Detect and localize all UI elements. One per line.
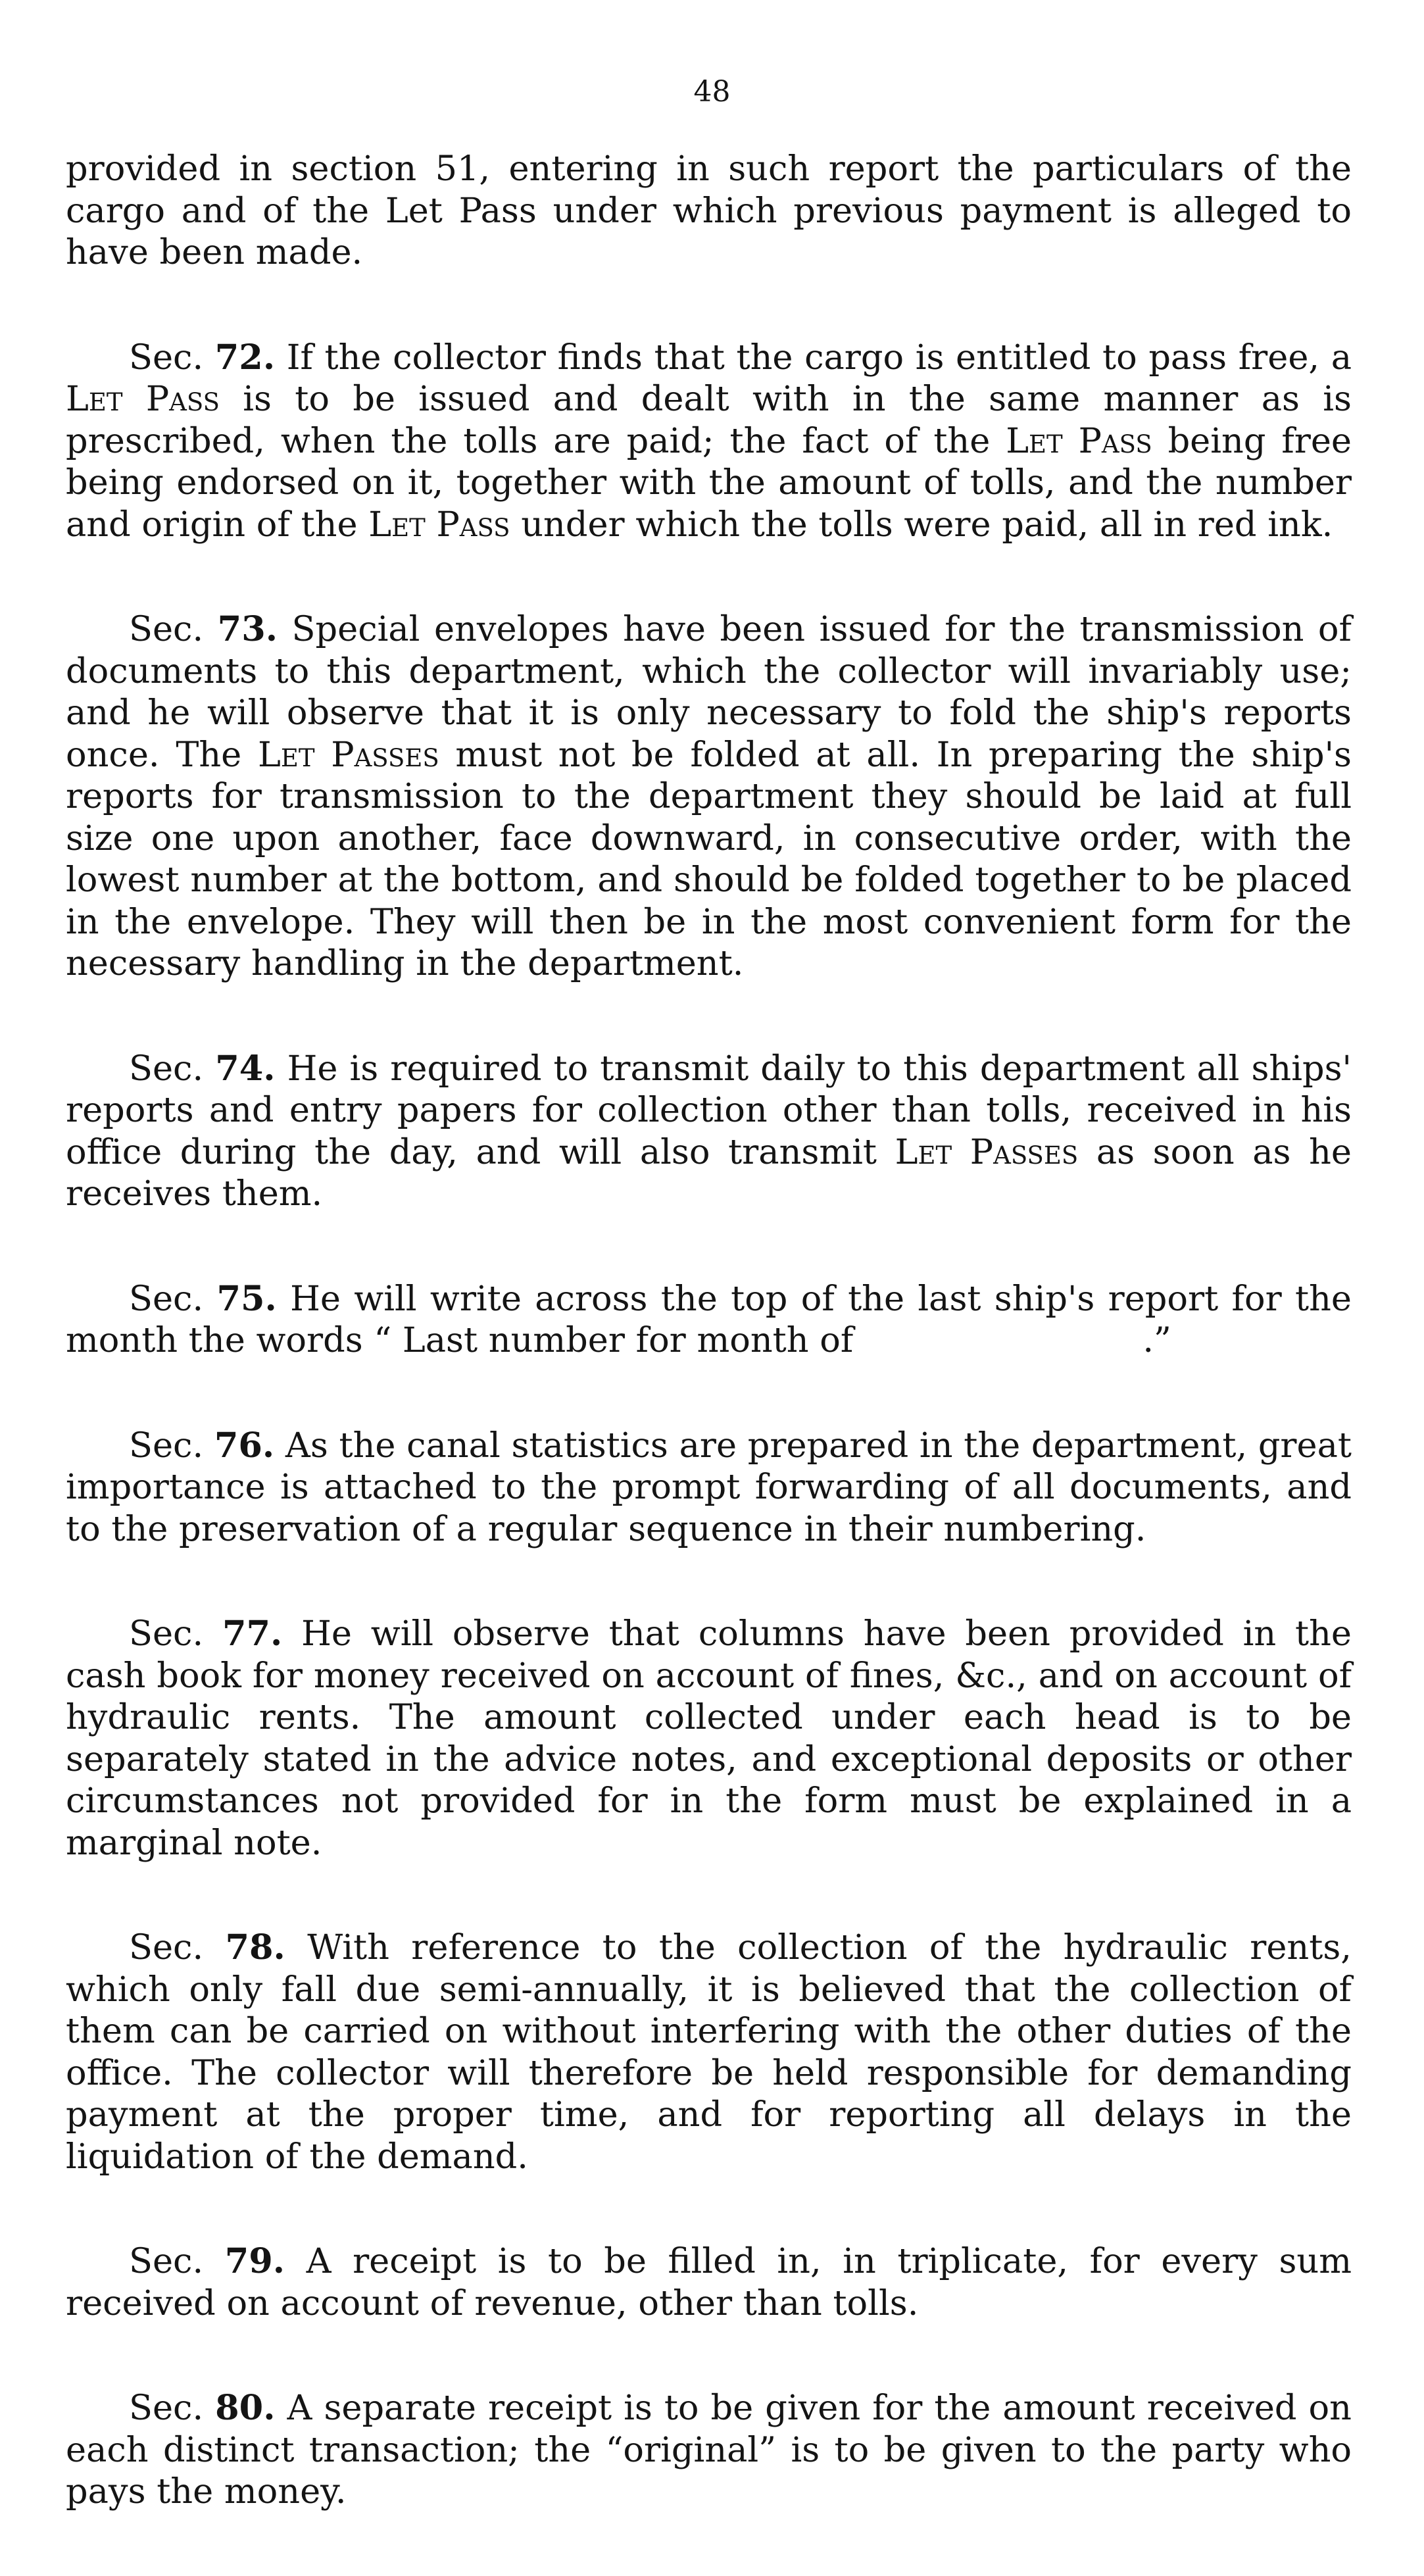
section-label: Sec.	[129, 1048, 204, 1089]
page-body	[66, 148, 1352, 2576]
continuation-paragraph	[66, 148, 1352, 274]
let-pass-term: Let Pass	[66, 379, 220, 419]
section-number: 76.	[214, 1425, 275, 1466]
section-number: 79.	[224, 2241, 285, 2281]
section-72	[66, 337, 1352, 546]
paragraph-text: under which the tolls were paid, all in red ink.	[510, 504, 1333, 545]
section-number: 73.	[217, 609, 278, 649]
paragraph-text: He will observe that columns have been provided in the cash book for money received on account of fines, &c., and on account of hydraulic rents. The amount collected under each head is to be separately stated in the advice notes, and exceptional deposits or other circumstances not provided for in the form must be explained in a marginal note.	[66, 1614, 1352, 1863]
paragraph-text: As the canal statistics are prepared in the department, great importance is attached to the prompt forwarding of all documents, and to the preservation of a regular sequence in their numbering.	[66, 1425, 1352, 1549]
section-78	[66, 1927, 1352, 2177]
paragraph-text: He will write across the top of the last ship's report for the month the words “ Last number for month of	[66, 1278, 1352, 1360]
let-passes-term: Let Passes	[257, 734, 439, 775]
section-label: Sec.	[129, 1425, 204, 1466]
paragraph-text: Special envelopes have been issued for the transmission of documents to this department, which the collector will invariably use; and he will observe that it is only necessary to fold the ship's reports once. The	[66, 609, 1352, 775]
section-number: 72.	[214, 337, 276, 378]
section-label: Sec.	[129, 2241, 204, 2281]
paragraph-text: must not be folded at all. In preparing the ship's reports for transmission to the department they should be laid at full size one upon another, face downward, in consecutive order, with the lowest number at the bottom, and should be folded together to be placed in the envelope. They will then be in the most convenient form for the necessary handling in the department.	[66, 734, 1352, 983]
paragraph-text: being free being endorsed on it, together with the amount of tolls, and the number and origin of the	[66, 420, 1352, 545]
paragraph-text: .”	[1142, 1320, 1171, 1360]
let-pass-term: Let Pass	[368, 504, 510, 545]
paragraph-text: is to be issued and dealt with in the same manner as is prescribed, when the tolls are paid; the fact of the	[66, 379, 1352, 461]
section-label: Sec.	[129, 1614, 204, 1654]
section-label: Sec.	[129, 609, 204, 649]
section-73	[66, 608, 1352, 985]
section-75	[66, 1278, 1352, 1362]
paragraph-text: He is required to transmit daily to this department all ships' reports and entry papers for collection other than tolls, received in his office during the day, and will also transmit	[66, 1048, 1352, 1172]
section-number: 80.	[215, 2388, 276, 2428]
section-76	[66, 1425, 1352, 1550]
let-pass-term: Let Pass	[1006, 420, 1152, 461]
section-label: Sec.	[129, 1927, 204, 1968]
paragraph-text: A separate receipt is to be given for the amount received on each distinct transaction; the “original” is to be given to the party who pays the money.	[66, 2388, 1352, 2512]
section-number: 75.	[216, 1278, 277, 1319]
page-number: 48	[693, 75, 731, 109]
section-number: 77.	[222, 1614, 283, 1654]
paragraph-text: With reference to the collection of the hydraulic rents, which only fall due semi-annually, it is believed that the collection of them can be carried on without interfering with the other duties of the office. The collector will therefore be held responsible for demanding payment at the proper time, and for reporting all delays in the liquidation of the demand.	[66, 1927, 1352, 2177]
paragraph-text: provided in section 51, entering in such report the particulars of the cargo and of the Let Pass under which previous payment is alleged to have been made.	[66, 149, 1352, 272]
section-number: 74.	[215, 1048, 276, 1089]
section-79	[66, 2241, 1352, 2324]
let-passes-term: Let Passes	[895, 1131, 1079, 1172]
section-80	[66, 2387, 1352, 2513]
section-label: Sec.	[129, 1278, 204, 1319]
section-label: Sec.	[129, 2388, 204, 2428]
section-label: Sec.	[129, 337, 204, 378]
paragraph-text: If the collector finds that the cargo is entitled to pass free, a	[286, 337, 1352, 378]
section-number: 78.	[225, 1927, 285, 1968]
section-77	[66, 1613, 1352, 1864]
paragraph-text: A receipt is to be filled in, in triplicate, for every sum received on account of revenue, other than tolls.	[66, 2241, 1352, 2323]
paragraph-text: as soon as he receives them.	[66, 1131, 1352, 1214]
section-74	[66, 1048, 1352, 1215]
